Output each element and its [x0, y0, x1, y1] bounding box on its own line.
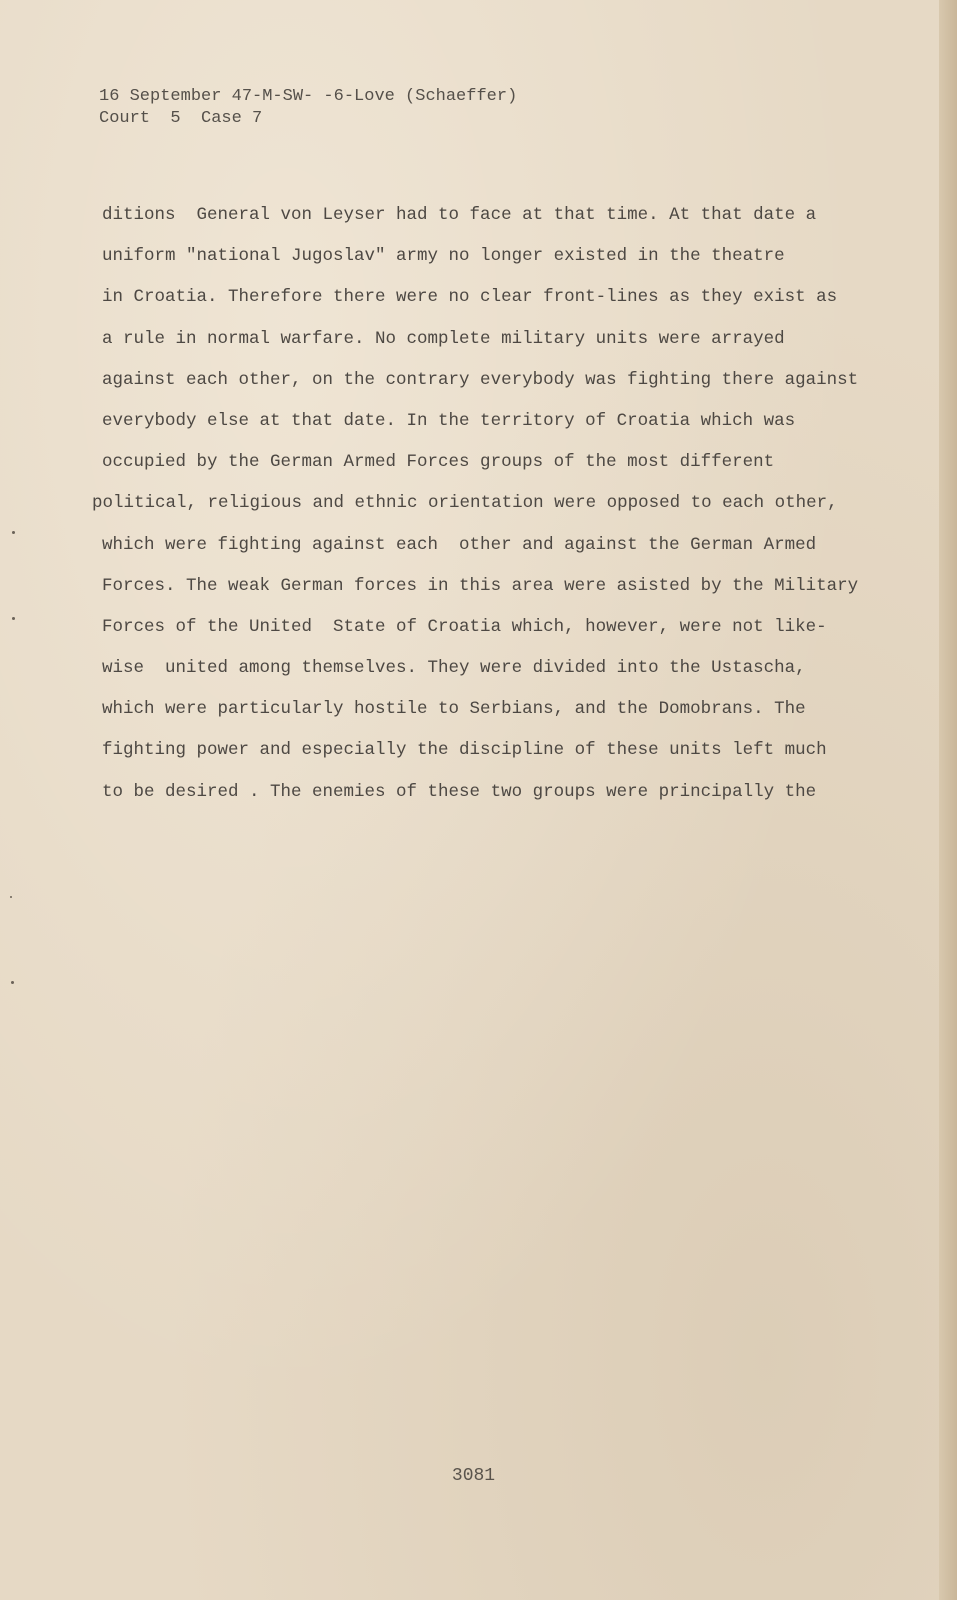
- body-line: in Croatia. Therefore there were no clear front-lines as they exist as: [102, 287, 838, 308]
- body-line: Forces. The weak German forces in this area were asisted by the Military: [102, 575, 859, 596]
- body-line: ditions General von Leyser had to face at that time. At that date a: [102, 205, 817, 225]
- header-court-line: Court 5 Case 7: [99, 109, 263, 128]
- body-line: occupied by the German Armed Forces groups of the most different: [102, 452, 775, 473]
- body-line: to be desired . The enemies of these two groups were principally the: [102, 781, 817, 802]
- page-number: 3081: [451, 1466, 496, 1486]
- body-line: which were particularly hostile to Serbians, and the Domobrans. The: [102, 699, 806, 720]
- paper-speck: [11, 981, 14, 984]
- paper-speck: [12, 617, 15, 620]
- document-header: [99, 86, 517, 130]
- body-line: against each other, on the contrary everybody was fighting there against: [102, 369, 859, 390]
- body-line: uniform "national Jugoslav" army no longer existed in the theatre: [102, 246, 785, 267]
- paper-speck: [10, 896, 12, 898]
- body-line: fighting power and especially the discipline of these units left much: [102, 740, 827, 761]
- body-line: a rule in normal warfare. No complete military units were arrayed: [102, 328, 785, 349]
- body-line: which were fighting against each other and against the German Armed: [102, 534, 817, 555]
- body-text: [92, 203, 862, 821]
- body-line: everybody else at that date. In the territory of Croatia which was: [102, 410, 796, 431]
- paper-speck: [12, 531, 15, 534]
- body-line: political, religious and ethnic orientation were opposed to each other,: [92, 493, 838, 514]
- body-line: wise united among themselves. They were divided into the Ustascha,: [102, 658, 806, 679]
- header-reference-line: 16 September 47-M-SW- -6-Love (Schaeffer): [99, 87, 518, 106]
- paper-edge: [939, 0, 957, 1600]
- body-line: Forces of the United State of Croatia which, however, were not like-: [102, 616, 827, 637]
